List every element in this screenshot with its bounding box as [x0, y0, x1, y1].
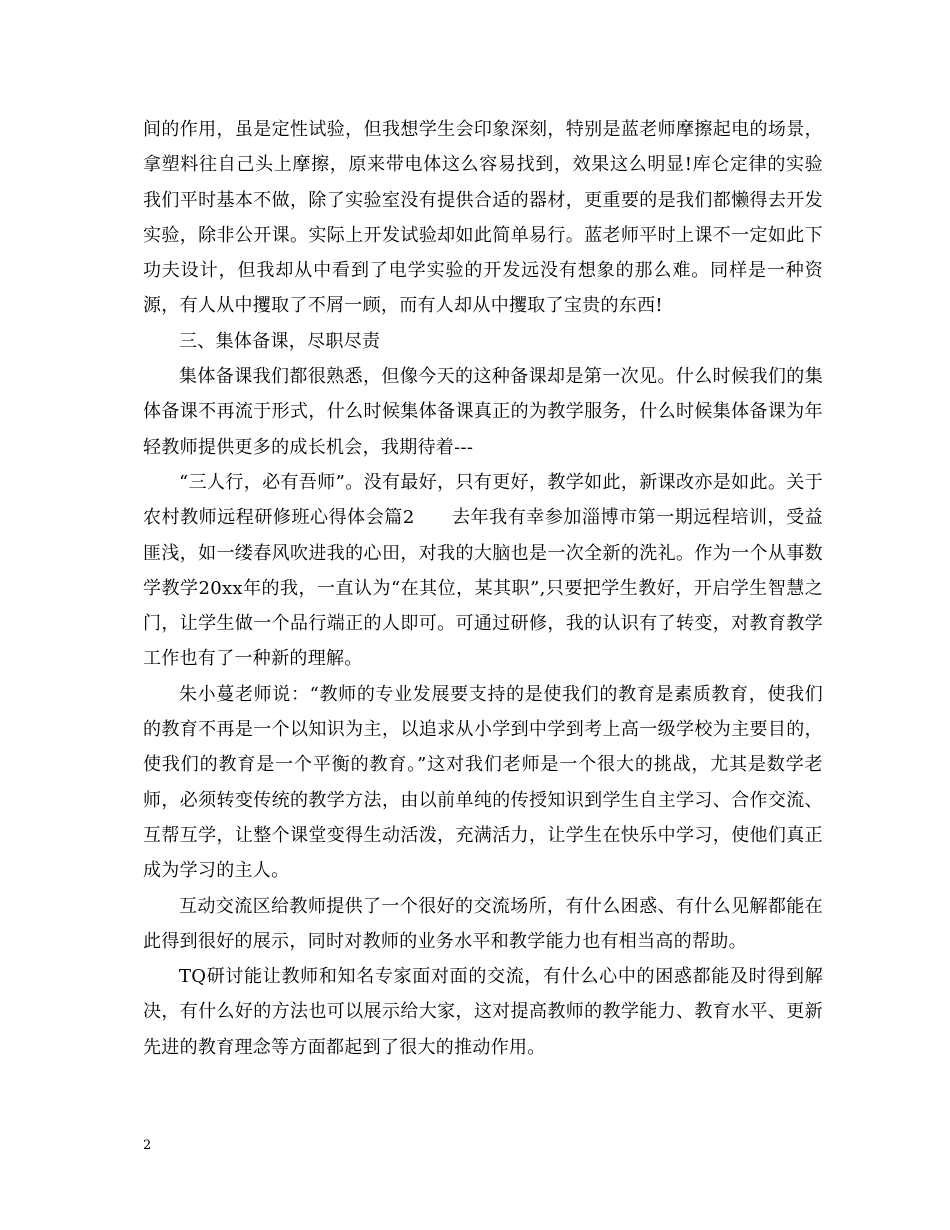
- paragraph-collective-lesson: 集体备课我们都很熟悉，但像今天的这种备课却是第一次见。什么时候我们的集体备课不再流于形式，什么时候集体备课真正的为教学服务，什么时候集体备课为年轻教师提供更多的成长机会，我期待着---: [143, 366, 823, 458]
- paragraph-interactive-area: 互动交流区给教师提供了一个很好的交流场所，有什么困惑、有什么见解都能在此得到很好的展示，同时对教师的业务水平和教学能力也有相当高的帮助。: [143, 895, 823, 952]
- paragraph-three-people: “三人行，必有吾师”。没有最好，只有更好，教学如此，新课改亦是如此。关于农村教师远程研修班心得体会篇2 去年我有幸参加淄博市第一期远程培训，受益匪浅，如一缕春风吹进我的心田，对我的大脑也是一次全新的洗礼。作为一个从事数学教学20xx年的我，一直认为“在其位，某其职”,只要把学生教好，开启学生智慧之门，让学生做一个品行端正的人即可。可通过研修，我的认识有了转变，对教育教学工作也有了一种新的理解。: [143, 471, 823, 670]
- paragraph-continued: 间的作用，虽是定性试验，但我想学生会印象深刻，特别是蓝老师摩擦起电的场景，拿塑料往自己头上摩擦，原来带电体这么容易找到，效果这么明显!库仑定律的实验我们平时基本不做，除了实验室没有提供合适的器材，更重要的是我们都懒得去开发实验，除非公开课。实际上开发试验却如此简单易行。蓝老师平时上课不一定如此下功夫设计，但我却从中看到了电学实验的开发远没有想象的那么难。同样是一种资源，有人从中攫取了不屑一顾，而有人却从中攫取了宝贵的东西!: [143, 119, 823, 317]
- paragraph-zhu-xiaoman: 朱小蔓老师说：“教师的专业发展要支持的是使我们的教育是素质教育，使我们的教育不再是一个以知识为主，以追求从小学到中学到考上高一级学校为主要目的，使我们的教育是一个平衡的教育。”这对我们老师是一个很大的挑战，尤其是数学老师，必须转变传统的教学方法，由以前单纯的传授知识到学生自主学习、合作交流、互帮互学，让整个课堂变得生动活泼，充满活力，让学生在快乐中学习，使他们真正成为学习的主人。: [143, 683, 823, 882]
- page-number: 2: [143, 1138, 152, 1153]
- paragraph-tq-seminar: TQ研讨能让教师和知名专家面对面的交流，有什么心中的困惑都能及时得到解决，有什么好的方法也可以展示给大家，这对提高教师的教学能力、教育水平、更新先进的教育理念等方面都起到了很大的推动作用。: [143, 966, 823, 1058]
- section-heading: 三、集体备课，尽职尽责: [179, 330, 381, 352]
- document-body: [143, 112, 823, 1065]
